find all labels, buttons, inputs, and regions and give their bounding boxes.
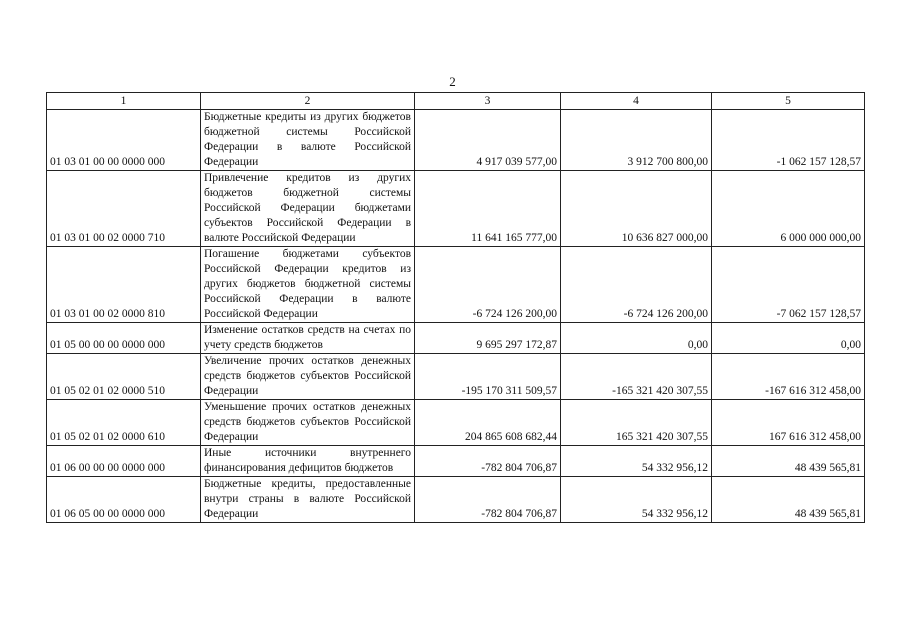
- amount-col4-cell: -6 724 126 200,00: [561, 247, 712, 323]
- page-number: 2: [449, 74, 456, 89]
- table-row: [47, 446, 865, 477]
- amount-col4-cell: 165 321 420 307,55: [561, 400, 712, 446]
- table-row: [47, 354, 865, 400]
- column-header-2: 2: [201, 93, 415, 110]
- budget-code-cell: 01 06 05 00 00 0000 000: [47, 477, 201, 523]
- amount-col3-cell: -782 804 706,87: [415, 446, 561, 477]
- item-name-cell: Увеличение прочих остатков денежных средств бюджетов субъектов Российской Федерации: [201, 354, 415, 400]
- amount-col3-cell: -782 804 706,87: [415, 477, 561, 523]
- table-row: [47, 110, 865, 171]
- amount-col4-cell: 3 912 700 800,00: [561, 110, 712, 171]
- budget-code-cell: 01 05 02 01 02 0000 610: [47, 400, 201, 446]
- budget-code-cell: 01 03 01 00 02 0000 810: [47, 247, 201, 323]
- amount-col5-cell: 48 439 565,81: [712, 446, 865, 477]
- budget-sources-table: [46, 92, 865, 523]
- table-row: [47, 400, 865, 446]
- amount-col4-cell: 10 636 827 000,00: [561, 171, 712, 247]
- budget-code-cell: 01 05 02 01 02 0000 510: [47, 354, 201, 400]
- budget-code-cell: 01 06 00 00 00 0000 000: [47, 446, 201, 477]
- item-name-cell: Бюджетные кредиты из других бюджетов бюджетной системы Российской Федерации в валюте Российской Федерации: [201, 110, 415, 171]
- column-header-1: 1: [47, 93, 201, 110]
- amount-col3-cell: 4 917 039 577,00: [415, 110, 561, 171]
- item-name-cell: Изменение остатков средств на счетах по учету средств бюджетов: [201, 323, 415, 354]
- amount-col5-cell: 0,00: [712, 323, 865, 354]
- table-header-row: [47, 93, 865, 110]
- table-row: [47, 171, 865, 247]
- amount-col3-cell: -195 170 311 509,57: [415, 354, 561, 400]
- amount-col5-cell: -7 062 157 128,57: [712, 247, 865, 323]
- budget-code-cell: 01 03 01 00 02 0000 710: [47, 171, 201, 247]
- item-name-cell: Привлечение кредитов из других бюджетов бюджетной системы Российской Федерации бюджетами субъектов Российской Федерации в валюте Российской Федерации: [201, 171, 415, 247]
- item-name-cell: Погашение бюджетами субъектов Российской Федерации кредитов из других бюджетов бюджетной системы Российской Федерации в валюте Российской Федерации: [201, 247, 415, 323]
- amount-col3-cell: 9 695 297 172,87: [415, 323, 561, 354]
- amount-col5-cell: 48 439 565,81: [712, 477, 865, 523]
- amount-col5-cell: 6 000 000 000,00: [712, 171, 865, 247]
- column-header-3: 3: [415, 93, 561, 110]
- amount-col3-cell: 204 865 608 682,44: [415, 400, 561, 446]
- budget-code-cell: 01 05 00 00 00 0000 000: [47, 323, 201, 354]
- amount-col4-cell: 54 332 956,12: [561, 446, 712, 477]
- amount-col5-cell: 167 616 312 458,00: [712, 400, 865, 446]
- table-row: [47, 477, 865, 523]
- amount-col3-cell: -6 724 126 200,00: [415, 247, 561, 323]
- column-header-4: 4: [561, 93, 712, 110]
- amount-col4-cell: 54 332 956,12: [561, 477, 712, 523]
- item-name-cell: Уменьшение прочих остатков денежных средств бюджетов субъектов Российской Федерации: [201, 400, 415, 446]
- column-header-5: 5: [712, 93, 865, 110]
- item-name-cell: Бюджетные кредиты, предоставленные внутри страны в валюте Российской Федерации: [201, 477, 415, 523]
- budget-code-cell: 01 03 01 00 00 0000 000: [47, 110, 201, 171]
- amount-col4-cell: 0,00: [561, 323, 712, 354]
- amount-col5-cell: -1 062 157 128,57: [712, 110, 865, 171]
- amount-col5-cell: -167 616 312 458,00: [712, 354, 865, 400]
- amount-col4-cell: -165 321 420 307,55: [561, 354, 712, 400]
- table-row: [47, 323, 865, 354]
- table-row: [47, 247, 865, 323]
- item-name-cell: Иные источники внутреннего финансирования дефицитов бюджетов: [201, 446, 415, 477]
- amount-col3-cell: 11 641 165 777,00: [415, 171, 561, 247]
